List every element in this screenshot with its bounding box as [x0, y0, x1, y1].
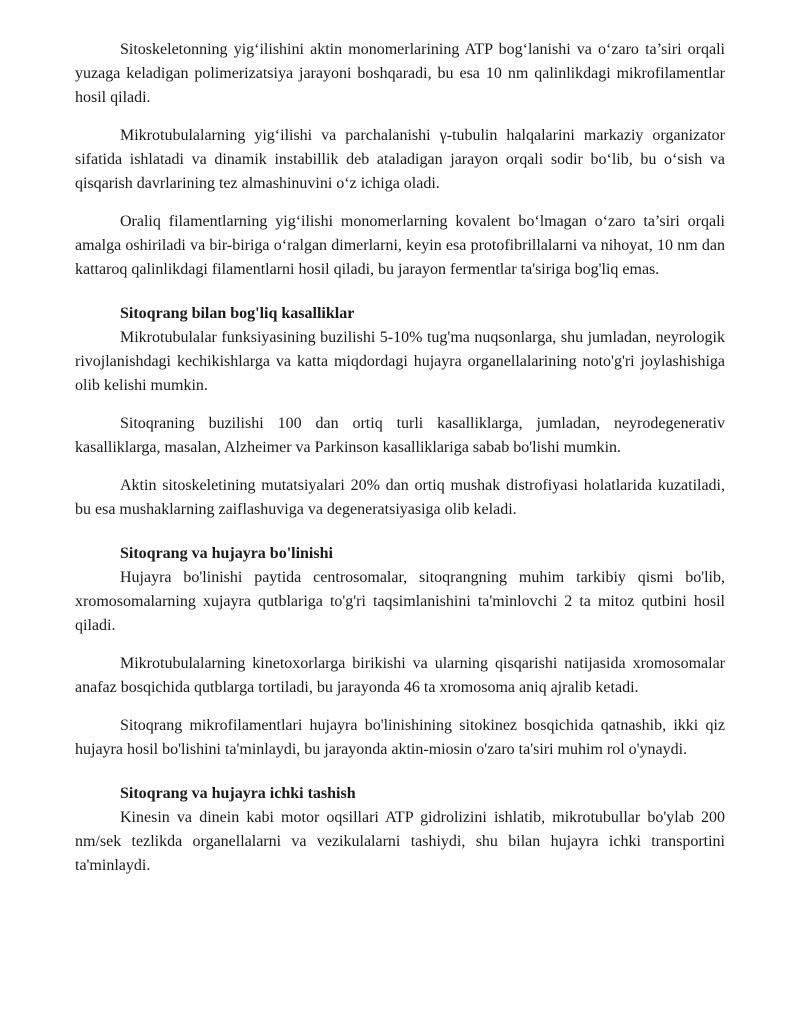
- section-heading: Sitoqrang va hujayra ichki tashish: [120, 785, 356, 802]
- paragraph: Aktin sitoskeletining mutatsiyalari 20% dan ortiq mushak distrofiyasi holatlarida kuzatiladi, bu esa mushaklarning zaiflashuviga va degeneratsiyasiga olib keladi.: [75, 477, 725, 518]
- section-heading: Sitoqrang bilan bog'liq kasalliklar: [120, 305, 355, 322]
- paragraph: Oraliq filamentlarning yig‘ilishi monomerlarning kovalent bo‘lmagan o‘zaro ta’siri orqali amalga oshiriladi va bir-biriga o‘ralgan dimerlarni, keyin esa protofibrillalarni va nihoyat, 10 nm dan kattaroq qalinlikdagi filamentlarni hosil qiladi, bu jarayon fermentlar ta'siriga bog'liq emas.: [75, 213, 725, 278]
- paragraph: Hujayra bo'linishi paytida centrosomalar, sitoqrangning muhim tarkibiy qismi bo'lib, xromosomalarning xujayra qutblariga to'g'ri taqsimlanishini ta'minlovchi 2 ta mitoz qutbini hosil qiladi.: [75, 569, 725, 634]
- paragraph: Sitoqrang mikrofilamentlari hujayra bo'linishining sitokinez bosqichida qatnashib, ikki qiz hujayra hosil bo'lishini ta'minlaydi, bu jarayonda aktin-miosin o'zaro ta'siri muhim rol o'ynaydi.: [75, 717, 725, 758]
- paragraph: Mikrotubulalarning kinetoxorlarga birikishi va ularning qisqarishi natijasida xromosomalar anafaz bosqichida qutblarga tortiladi, bu jarayonda 46 ta xromosoma aniq ajralib ketadi.: [75, 655, 725, 696]
- paragraph: Kinesin va dinein kabi motor oqsillari ATP gidrolizini ishlatib, mikrotubullar bo'ylab 200 nm/sek tezlikda organellalarni va vezikulalarni tashiydi, shu bilan hujayra ichki transportini ta'minlaydi.: [75, 809, 725, 874]
- section-heading: Sitoqrang va hujayra bo'linishi: [120, 545, 333, 562]
- paragraph: Sitoqraning buzilishi 100 dan ortiq turli kasalliklarga, jumladan, neyrodegenerativ kasalliklarga, masalan, Alzheimer va Parkinson kasalliklariga sabab bo'lishi mumkin.: [75, 415, 725, 456]
- paragraph: Mikrotubulalar funksiyasining buzilishi 5-10% tug'ma nuqsonlarga, shu jumladan, neyrologik rivojlanishdagi kechikishlarga va katta miqdordagi hujayra organellalarining noto'g'ri joylashishiga olib kelishi mumkin.: [75, 329, 725, 394]
- paragraph: Mikrotubulalarning yig‘ilishi va parchalanishi γ-tubulin halqalarini markaziy organizator sifatida ishlatadi va dinamik instabillik deb ataladigan jarayon orqali sodir bo‘lib, bu o‘sish va qisqarish davrlarining tez almashinuvini o‘z ichiga oladi.: [75, 127, 725, 192]
- document-page: [75, 38, 725, 892]
- paragraph: Sitoskeletonning yig‘ilishini aktin monomerlarining ATP bog‘lanishi va o‘zaro ta’siri orqali yuzaga keladigan polimerizatsiya jarayoni boshqaradi, bu esa 10 nm qalinlikdagi mikrofilamentlar hosil qiladi.: [75, 41, 725, 106]
